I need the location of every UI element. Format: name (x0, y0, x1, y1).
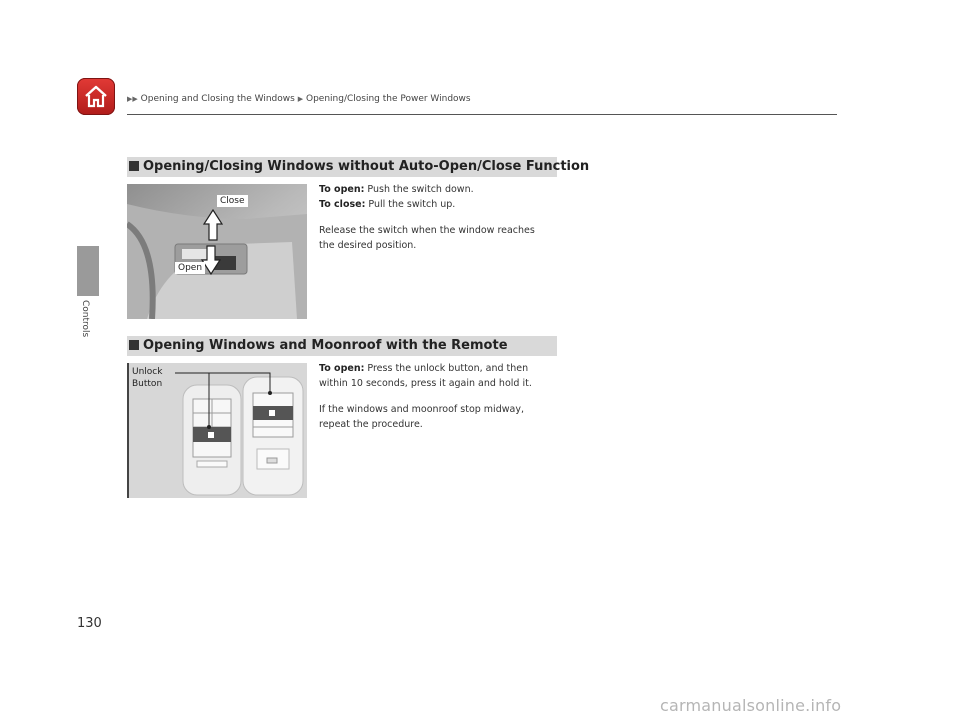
open-instruction (319, 182, 559, 197)
breadcrumb-arrow-icon: ▶▶ (127, 95, 138, 103)
close-label: Close (217, 195, 248, 207)
stop-note (319, 402, 559, 432)
note-line: If the windows and moonroof stop midway, (319, 404, 524, 415)
open-desc-line2: within 10 seconds, press it again and hold it. (319, 378, 532, 389)
breadcrumb-link-power-windows[interactable]: Opening/Closing the Power Windows (305, 94, 471, 104)
header-divider (127, 114, 837, 115)
note-line: Release the switch when the window reaches (319, 225, 535, 236)
open-term: To open: (319, 363, 365, 374)
unlock-callout-line2: Button (132, 379, 163, 389)
note-line: the desired position. (319, 240, 417, 251)
breadcrumb (127, 94, 471, 104)
section-heading (127, 157, 590, 177)
home-button[interactable] (77, 78, 115, 115)
section-title: Opening/Closing Windows without Auto-Open/Close Function (143, 159, 590, 174)
unlock-callout-line1: Unlock (132, 367, 163, 377)
close-desc: Pull the switch up. (368, 199, 456, 210)
section-heading (127, 336, 557, 356)
section-title: Opening Windows and Moonroof with the Remote (143, 338, 508, 353)
note-line: repeat the procedure. (319, 419, 423, 430)
section1-text (319, 182, 559, 253)
close-term: To close: (319, 199, 366, 210)
open-label: Open (175, 262, 205, 274)
square-bullet-icon (129, 161, 139, 171)
page-number: 130 (77, 616, 102, 631)
home-icon (83, 84, 109, 109)
footer-watermark: carmanualsonline.info (660, 696, 842, 715)
remote-open-instruction (319, 361, 559, 391)
release-note (319, 223, 559, 253)
breadcrumb-link-windows[interactable]: Opening and Closing the Windows (140, 94, 295, 104)
window-switch-figure (127, 184, 307, 319)
remote-figure (127, 363, 307, 498)
open-desc: Press the unlock button, and then (367, 363, 529, 374)
breadcrumb-arrow-icon: ▶ (297, 95, 304, 103)
square-bullet-icon (129, 340, 139, 350)
section2-text (319, 361, 559, 432)
open-term: To open: (319, 184, 365, 195)
sidebar-label: Controls (80, 300, 90, 338)
open-desc: Push the switch down. (367, 184, 474, 195)
sidebar-tab[interactable] (77, 246, 99, 296)
close-instruction (319, 197, 559, 212)
